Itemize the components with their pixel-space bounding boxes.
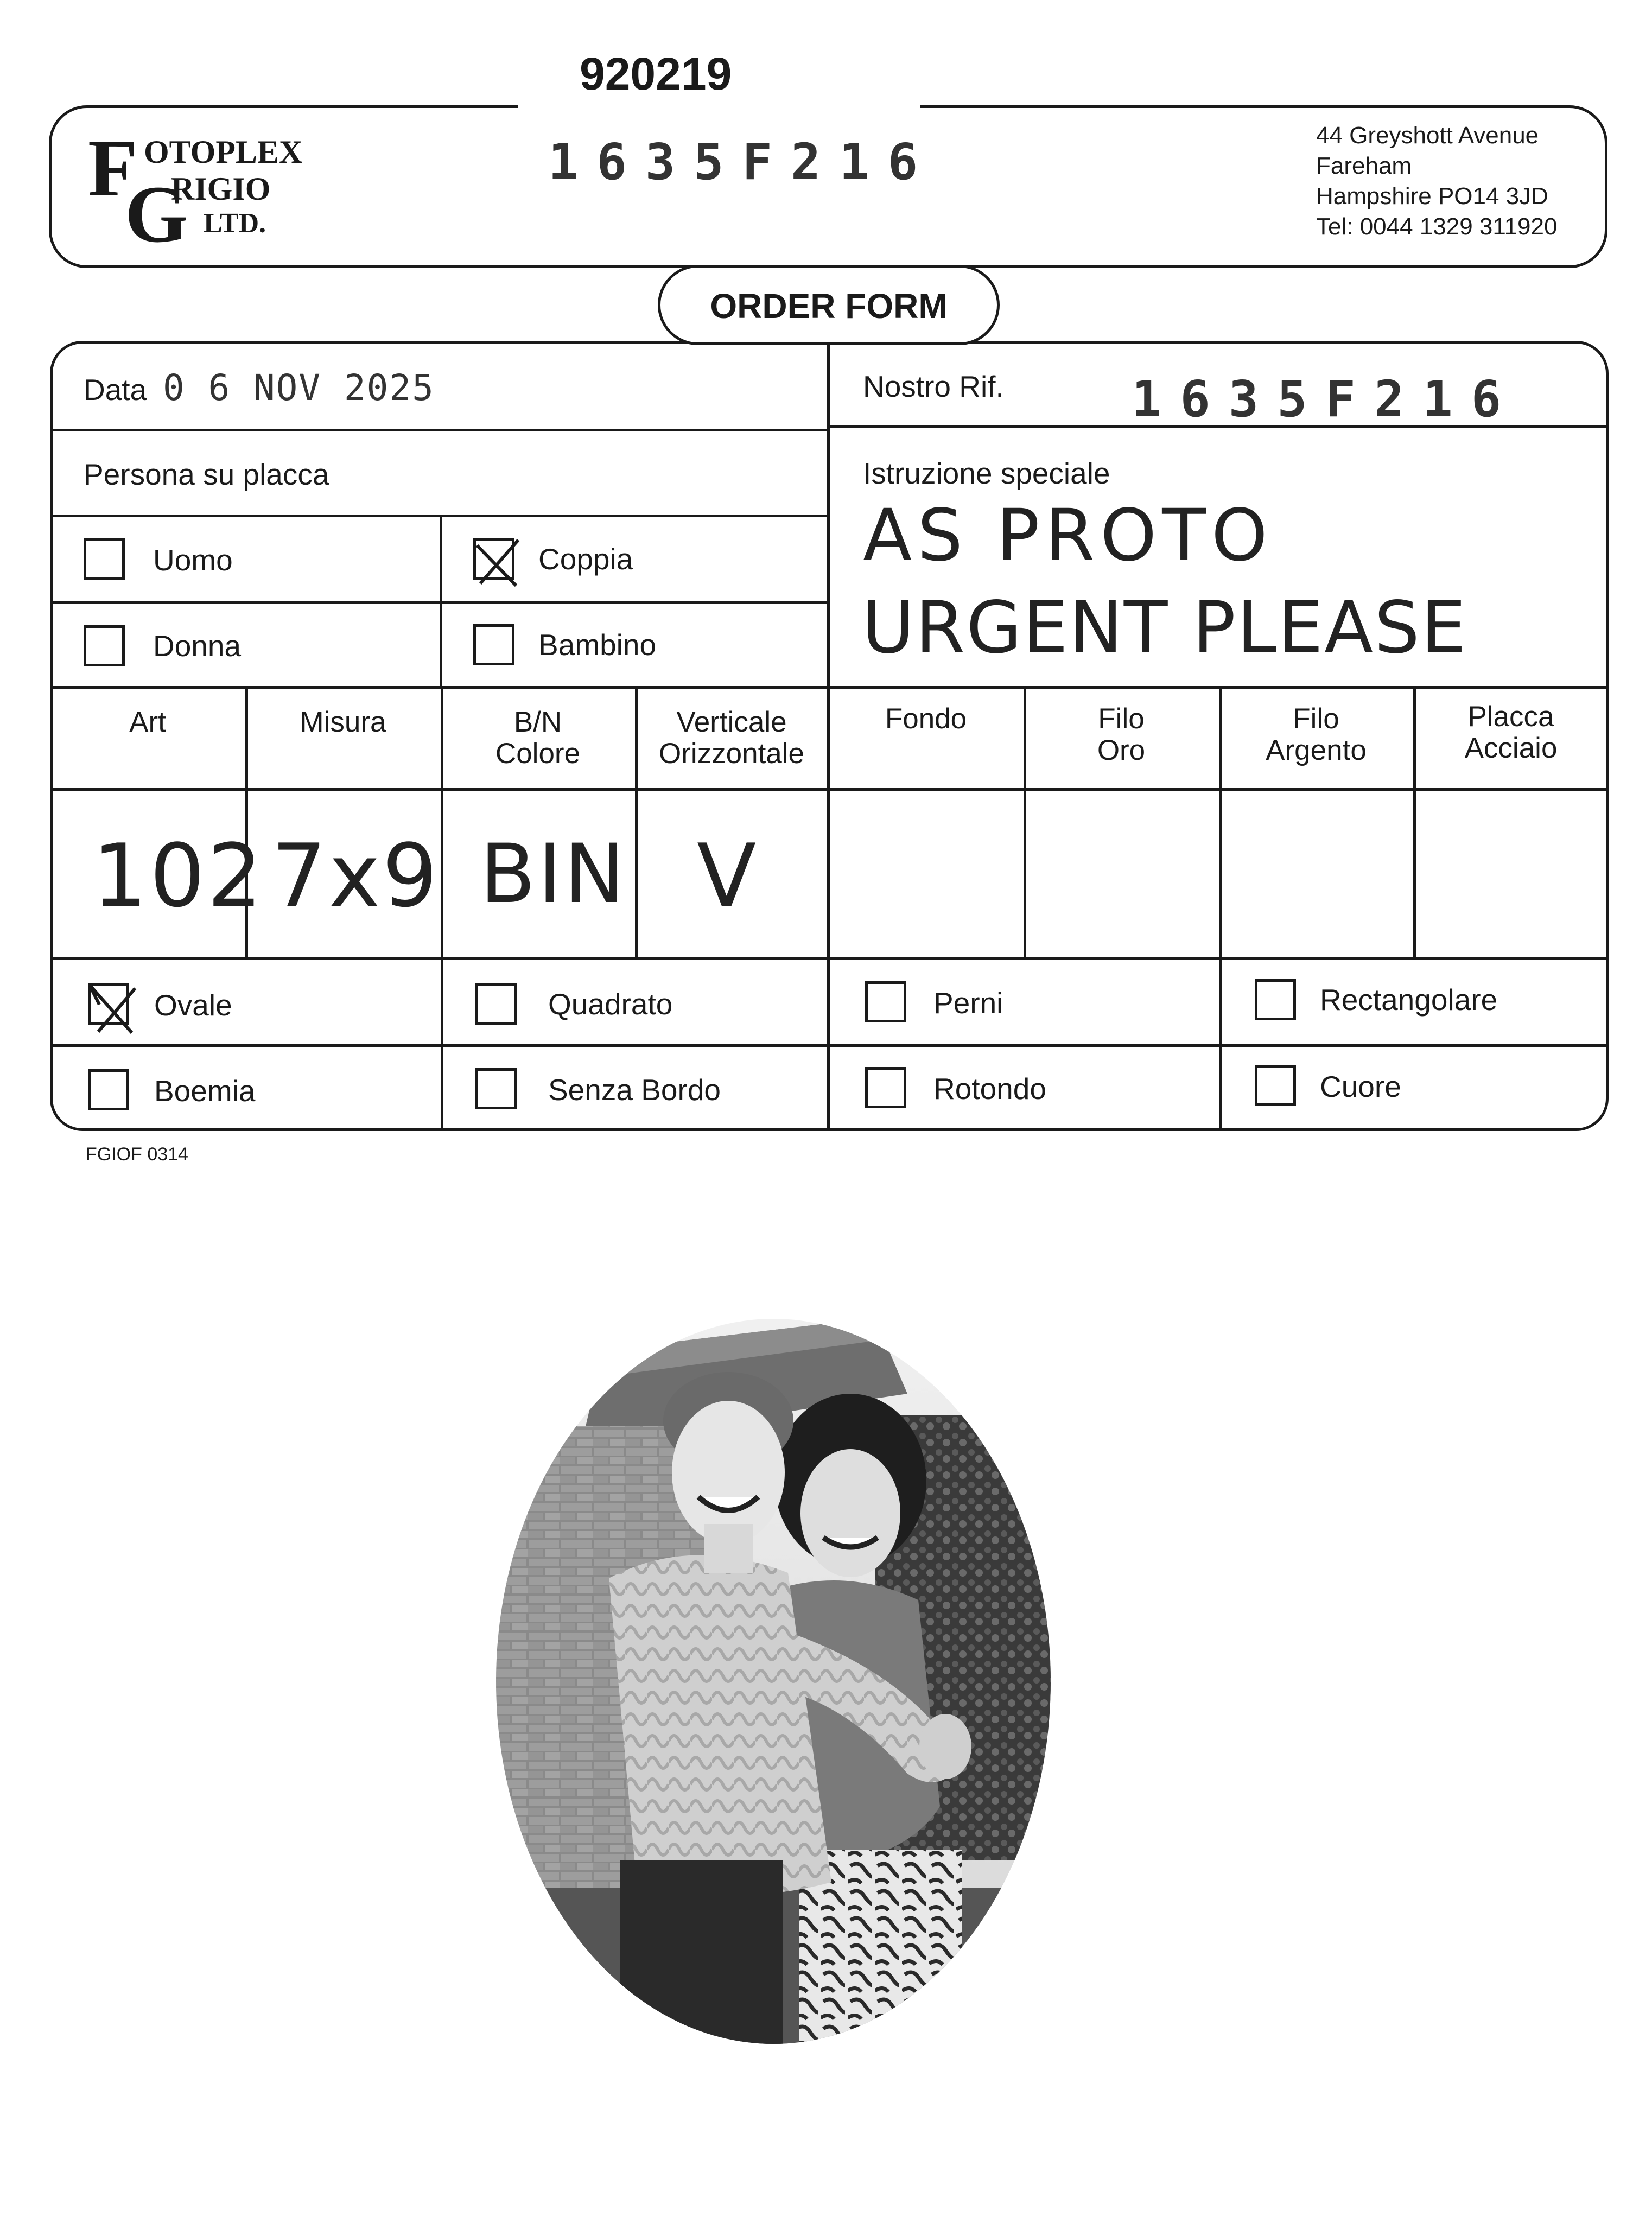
checkbox-senza-bordo[interactable] bbox=[475, 1068, 517, 1109]
order-code-top: 1635F216 bbox=[548, 133, 937, 191]
col-header-filo-oro-line1: Filo bbox=[1098, 703, 1145, 735]
col-header-misura-text: Misura bbox=[300, 706, 386, 738]
shape-ovale: Ovale bbox=[154, 988, 232, 1022]
checkbox-rotondo[interactable] bbox=[865, 1067, 906, 1108]
col-header-placca bbox=[1413, 701, 1609, 764]
special-line1: AS PROTO bbox=[863, 494, 1273, 577]
checkbox-quadrato[interactable] bbox=[475, 983, 517, 1025]
shape-quadrato: Quadrato bbox=[548, 987, 673, 1021]
col-header-filo-oro bbox=[1024, 703, 1219, 766]
checkbox-cuore[interactable] bbox=[1255, 1065, 1296, 1106]
svg-text:F: F bbox=[88, 130, 138, 213]
company-name-line2: RIGIO bbox=[171, 171, 271, 207]
col-header-orientation-line2: Orizzontale bbox=[658, 738, 805, 770]
col-header-misura bbox=[245, 707, 441, 738]
form-title: ORDER FORM bbox=[710, 287, 948, 326]
col-header-art bbox=[50, 707, 245, 738]
shape-senza-bordo: Senza Bordo bbox=[548, 1073, 721, 1107]
checkbox-bambino[interactable] bbox=[473, 624, 514, 665]
divider-person bbox=[440, 515, 442, 689]
divider-full-3 bbox=[50, 957, 1609, 960]
divider-left-2 bbox=[50, 515, 828, 517]
svg-text:G: G bbox=[125, 169, 188, 250]
col-header-bn bbox=[441, 707, 635, 770]
value-fondo[interactable] bbox=[830, 790, 1021, 956]
checkbox-uomo[interactable] bbox=[84, 538, 125, 580]
address-line2: Fareham bbox=[1316, 153, 1412, 179]
value-orientation[interactable]: V bbox=[697, 825, 759, 926]
checkbox-boemia[interactable] bbox=[88, 1069, 129, 1110]
portrait-photo bbox=[495, 1318, 1052, 2045]
col-header-filo-oro-line2: Oro bbox=[1097, 734, 1146, 766]
address-phone: Tel: 0044 1329 311920 bbox=[1316, 213, 1558, 240]
option-coppia: Coppia bbox=[538, 542, 633, 576]
col-header-placca-line1: Placca bbox=[1467, 701, 1554, 733]
company-name-line1: OTOPLEX bbox=[144, 134, 303, 170]
divider-full-4 bbox=[50, 1044, 1609, 1047]
col-header-placca-line2: Acciaio bbox=[1464, 732, 1558, 764]
special-label: Istruzione speciale bbox=[863, 456, 1110, 490]
col-header-filo-argento-line2: Argento bbox=[1266, 734, 1367, 766]
checkbox-donna[interactable] bbox=[84, 625, 125, 666]
option-donna: Donna bbox=[153, 629, 242, 663]
value-filo-argento[interactable] bbox=[1221, 790, 1412, 956]
shape-perni: Perni bbox=[933, 986, 1003, 1020]
form-title-pill bbox=[658, 265, 1000, 345]
address-block bbox=[1316, 120, 1557, 242]
value-bn[interactable]: BIN bbox=[480, 827, 627, 922]
special-line2: URGENT PLEASE bbox=[862, 586, 1467, 670]
company-name-line3: LTD. bbox=[204, 208, 266, 239]
col-header-fondo bbox=[828, 703, 1024, 735]
col-header-orientation bbox=[635, 707, 828, 770]
checkbox-perni[interactable] bbox=[865, 981, 906, 1022]
form-code: FGIOF 0314 bbox=[86, 1144, 188, 1165]
couple-photo-image bbox=[495, 1318, 1052, 2045]
divider-left-1 bbox=[50, 429, 828, 431]
header-gap bbox=[518, 100, 920, 111]
option-bambino: Bambino bbox=[538, 628, 657, 662]
col-header-filo-argento bbox=[1219, 703, 1413, 766]
checkbox-ovale[interactable] bbox=[88, 983, 129, 1025]
col-header-bn-line2: Colore bbox=[495, 738, 581, 770]
check-mark-icon bbox=[87, 981, 137, 1035]
date-label: Data bbox=[84, 373, 147, 407]
shape-rectangolare: Rectangolare bbox=[1320, 983, 1498, 1017]
col-header-fondo-text: Fondo bbox=[885, 703, 967, 735]
address-line3: Hampshire PO14 3JD bbox=[1316, 183, 1548, 209]
shape-boemia: Boemia bbox=[154, 1074, 256, 1108]
checkbox-rectangolare[interactable] bbox=[1255, 979, 1296, 1020]
reference-label: Nostro Rif. bbox=[863, 370, 1004, 403]
person-label: Persona su placca bbox=[84, 458, 329, 491]
company-logo bbox=[87, 130, 315, 250]
job-number: 920219 bbox=[580, 48, 732, 99]
divider-full-1 bbox=[50, 686, 1609, 689]
col-header-bn-line1: B/N bbox=[513, 706, 562, 738]
col-header-filo-argento-line1: Filo bbox=[1293, 703, 1339, 735]
option-uomo: Uomo bbox=[153, 543, 233, 577]
value-art[interactable]: 102 bbox=[92, 825, 265, 926]
reference-field[interactable]: 1635F216 bbox=[1132, 370, 1520, 428]
col-header-orientation-line1: Verticale bbox=[676, 706, 787, 738]
shape-rotondo: Rotondo bbox=[933, 1072, 1046, 1106]
check-mark-icon bbox=[473, 536, 523, 590]
divider-left-3 bbox=[50, 601, 828, 604]
col-header-art-text: Art bbox=[129, 706, 166, 738]
address-line1: 44 Greyshott Avenue bbox=[1316, 122, 1539, 149]
value-misura[interactable]: 7x9 bbox=[271, 825, 440, 926]
date-field[interactable]: 0 6 NOV 2025 bbox=[163, 367, 435, 409]
shape-cuore: Cuore bbox=[1320, 1070, 1401, 1103]
value-placca[interactable] bbox=[1415, 790, 1606, 956]
checkbox-coppia[interactable] bbox=[473, 538, 514, 580]
value-filo-oro[interactable] bbox=[1026, 790, 1217, 956]
